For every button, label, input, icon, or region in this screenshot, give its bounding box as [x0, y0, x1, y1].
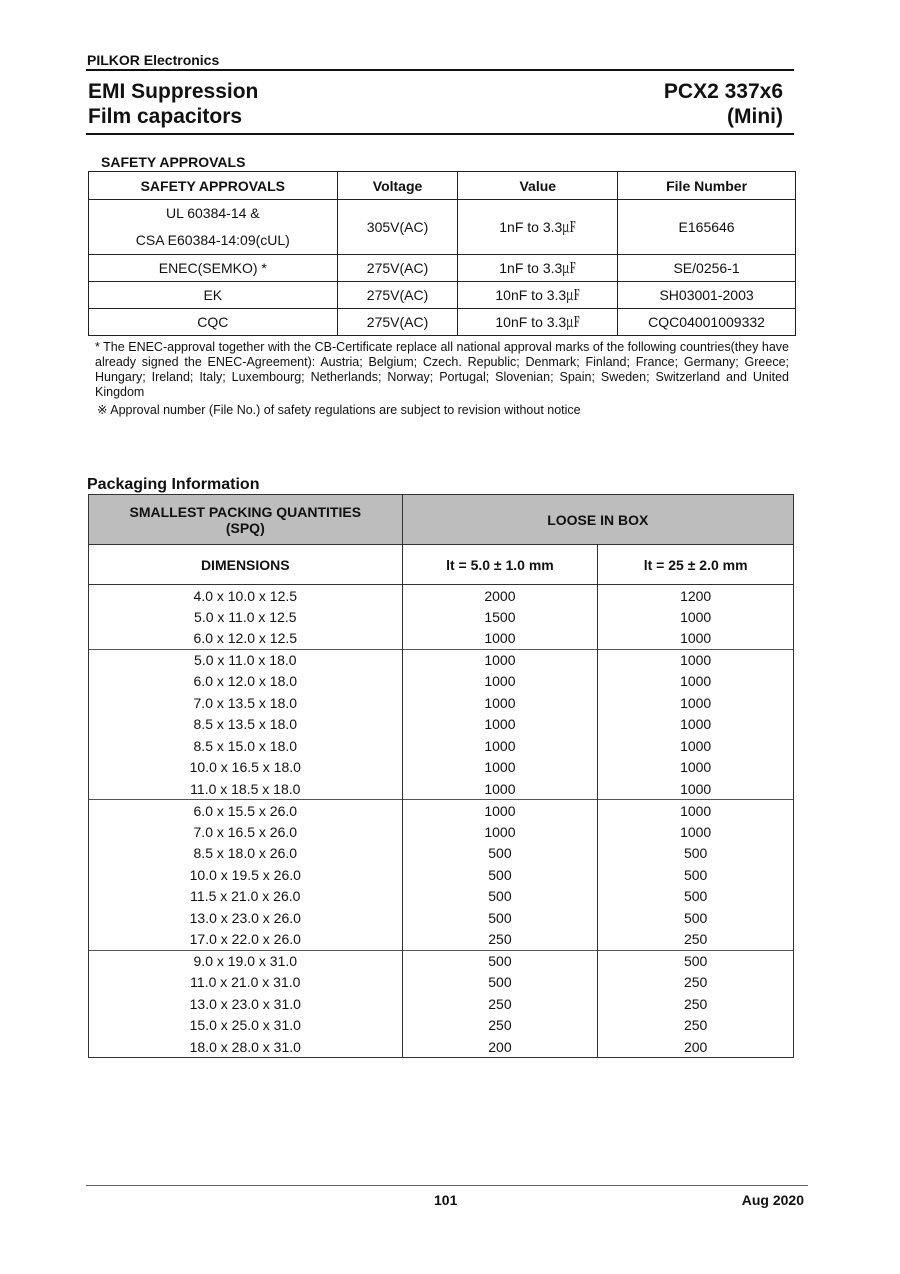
lt25-quantity-cell: 1000 [598, 606, 794, 628]
voltage-cell: 305V(AC) [337, 200, 458, 255]
part-line-1: PCX2 337x6 [663, 80, 783, 103]
lt25-quantity-cell: 1000 [598, 735, 794, 757]
dimension-cell: 6.0 x 12.0 x 18.0 [89, 671, 403, 693]
value-cell: 10nF to 3.3㎌ [458, 309, 618, 336]
column-header: Voltage [337, 172, 458, 200]
packaging-section-label: Packaging Information [87, 476, 260, 493]
safety-approvals-table [88, 171, 796, 336]
dimension-cell: 13.0 x 23.0 x 31.0 [89, 993, 403, 1015]
footer-rule [86, 1185, 808, 1186]
lt5-quantity-cell: 250 [402, 1015, 598, 1037]
dimension-cell: 4.0 x 10.0 x 12.5 [89, 585, 403, 607]
table-row [89, 800, 794, 822]
table-row [89, 907, 794, 929]
table-row [89, 821, 794, 843]
lt5-quantity-cell: 1000 [402, 757, 598, 779]
dimension-cell: 13.0 x 23.0 x 26.0 [89, 907, 403, 929]
lt25-quantity-cell: 1200 [598, 585, 794, 607]
loose-in-box-header: LOOSE IN BOX [402, 495, 793, 545]
document-title [88, 79, 258, 129]
dimension-cell: 6.0 x 12.0 x 12.5 [89, 628, 403, 650]
dimension-cell: 18.0 x 28.0 x 31.0 [89, 1036, 403, 1058]
lt25-quantity-cell: 1000 [598, 628, 794, 650]
lt25-quantity-cell: 500 [598, 864, 794, 886]
lt5-quantity-cell: 1000 [402, 800, 598, 822]
lt25-quantity-cell: 1000 [598, 692, 794, 714]
lt25-quantity-cell: 250 [598, 972, 794, 994]
dimension-cell: 11.0 x 18.5 x 18.0 [89, 778, 403, 800]
spq-header-line: (SPQ) [225, 519, 265, 536]
company-name: PILKOR Electronics [87, 52, 220, 68]
approval-revision-note: ※ Approval number (File No.) of safety regulations are subject to revision without notice [97, 403, 581, 417]
lt25-quantity-cell: 250 [598, 1015, 794, 1037]
lt5-quantity-cell: 1000 [402, 714, 598, 736]
dimension-cell: 5.0 x 11.0 x 12.5 [89, 606, 403, 628]
table-row [89, 757, 794, 779]
approval-cell [89, 200, 338, 255]
table-row [89, 309, 796, 336]
lt5-quantity-cell: 1000 [402, 821, 598, 843]
dimension-cell: 11.5 x 21.0 x 26.0 [89, 886, 403, 908]
dimensions-header: DIMENSIONS [89, 545, 403, 585]
lt25-quantity-cell: 1000 [598, 778, 794, 800]
lt5-quantity-cell: 1500 [402, 606, 598, 628]
dimension-cell: 10.0 x 19.5 x 26.0 [89, 864, 403, 886]
safety-section-label: SAFETY APPROVALS [101, 154, 246, 170]
table-row [89, 950, 794, 972]
column-header: SAFETY APPROVALS [89, 172, 338, 200]
part-line-2: (Mini) [727, 105, 783, 128]
dimension-cell: 17.0 x 22.0 x 26.0 [89, 929, 403, 951]
column-header: File Number [618, 172, 796, 200]
column-header: Value [458, 172, 618, 200]
table-row [89, 200, 796, 255]
packaging-table [88, 494, 794, 1058]
title-line-2: Film capacitors [88, 105, 243, 128]
table-row [89, 671, 794, 693]
lt25-quantity-cell: 500 [598, 907, 794, 929]
voltage-cell: 275V(AC) [337, 309, 458, 336]
spq-header [89, 495, 403, 545]
lt5-quantity-cell: 250 [402, 929, 598, 951]
table-row [89, 993, 794, 1015]
lt25-quantity-cell: 1000 [598, 821, 794, 843]
approval-cell: EK [89, 282, 338, 309]
table-header-row [89, 172, 796, 200]
table-row [89, 972, 794, 994]
lt25-quantity-cell: 1000 [598, 649, 794, 671]
table-header-row [89, 495, 794, 545]
lt5-quantity-cell: 500 [402, 950, 598, 972]
publication-date: Aug 2020 [741, 1192, 804, 1208]
file-number-cell: SE/0256-1 [618, 255, 796, 282]
dimension-cell: 6.0 x 15.5 x 26.0 [89, 800, 403, 822]
lt25-quantity-cell: 250 [598, 993, 794, 1015]
table-row [89, 1015, 794, 1037]
voltage-cell: 275V(AC) [337, 282, 458, 309]
dimension-cell: 8.5 x 15.0 x 18.0 [89, 735, 403, 757]
table-row [89, 255, 796, 282]
lt25-quantity-cell: 500 [598, 886, 794, 908]
dimension-cell: 10.0 x 16.5 x 18.0 [89, 757, 403, 779]
lt25-header: lt = 25 ± 2.0 mm [598, 545, 794, 585]
file-number-cell: CQC04001009332 [618, 309, 796, 336]
lt25-quantity-cell: 1000 [598, 800, 794, 822]
dimension-cell: 8.5 x 13.5 x 18.0 [89, 714, 403, 736]
value-cell: 10nF to 3.3㎌ [458, 282, 618, 309]
header-rule-top [86, 69, 794, 71]
table-row [89, 1036, 794, 1058]
voltage-cell: 275V(AC) [337, 255, 458, 282]
lt5-quantity-cell: 2000 [402, 585, 598, 607]
approval-line: UL 60384-14 & [165, 205, 260, 221]
table-row [89, 843, 794, 865]
dimension-cell: 11.0 x 21.0 x 31.0 [89, 972, 403, 994]
value-cell: 1nF to 3.3㎌ [458, 200, 618, 255]
spq-header-line: SMALLEST PACKING QUANTITIES [129, 503, 362, 520]
approval-line: CSA E60384-14:09(cUL) [135, 232, 290, 248]
lt25-quantity-cell: 1000 [598, 714, 794, 736]
dimension-cell: 5.0 x 11.0 x 18.0 [89, 649, 403, 671]
lt5-quantity-cell: 500 [402, 886, 598, 908]
lt5-quantity-cell: 500 [402, 843, 598, 865]
table-row [89, 692, 794, 714]
dimension-cell: 9.0 x 19.0 x 31.0 [89, 950, 403, 972]
dimension-cell: 15.0 x 25.0 x 31.0 [89, 1015, 403, 1037]
table-row [89, 649, 794, 671]
part-number [664, 79, 783, 129]
lt5-quantity-cell: 500 [402, 907, 598, 929]
enec-footnote: * The ENEC-approval together with the CB-Certificate replace all national approval marks of the following countries(they have already signed the ENEC-Agreement): Austria; Belgium; Czech. Republic; Denmark; Finland; France; Germany; Greece; Hungary; Ireland; Italy; Luxembourg; Netherlands; Norway; Portugal; Slovenian; Spain; Sweden; Switzerland and United Kingdom [95, 340, 789, 399]
value-cell: 1nF to 3.3㎌ [458, 255, 618, 282]
lt25-quantity-cell: 250 [598, 929, 794, 951]
lt25-quantity-cell: 200 [598, 1036, 794, 1058]
file-number-cell: SH03001-2003 [618, 282, 796, 309]
table-row [89, 628, 794, 650]
file-number-cell: E165646 [618, 200, 796, 255]
lt5-quantity-cell: 250 [402, 993, 598, 1015]
lt25-quantity-cell: 500 [598, 843, 794, 865]
lt5-quantity-cell: 1000 [402, 628, 598, 650]
table-row [89, 864, 794, 886]
lt5-quantity-cell: 1000 [402, 692, 598, 714]
table-row [89, 929, 794, 951]
table-row [89, 606, 794, 628]
table-row [89, 886, 794, 908]
lt25-quantity-cell: 500 [598, 950, 794, 972]
table-row [89, 585, 794, 607]
table-row [89, 282, 796, 309]
header-rule-bottom [86, 133, 794, 135]
lt25-quantity-cell: 1000 [598, 671, 794, 693]
lt5-quantity-cell: 1000 [402, 649, 598, 671]
title-line-1: EMI Suppression [88, 80, 259, 103]
dimension-cell: 7.0 x 13.5 x 18.0 [89, 692, 403, 714]
page-number: 101 [434, 1192, 458, 1208]
table-row [89, 714, 794, 736]
lt5-quantity-cell: 1000 [402, 671, 598, 693]
lt5-quantity-cell: 1000 [402, 778, 598, 800]
lt5-header: lt = 5.0 ± 1.0 mm [402, 545, 598, 585]
table-row [89, 735, 794, 757]
lt5-quantity-cell: 200 [402, 1036, 598, 1058]
lt25-quantity-cell: 1000 [598, 757, 794, 779]
table-row [89, 778, 794, 800]
approval-cell: CQC [89, 309, 338, 336]
dimension-cell: 8.5 x 18.0 x 26.0 [89, 843, 403, 865]
dimension-cell: 7.0 x 16.5 x 26.0 [89, 821, 403, 843]
approval-cell: ENEC(SEMKO) * [89, 255, 338, 282]
lt5-quantity-cell: 1000 [402, 735, 598, 757]
lt5-quantity-cell: 500 [402, 864, 598, 886]
table-subheader-row [89, 545, 794, 585]
lt5-quantity-cell: 500 [402, 972, 598, 994]
